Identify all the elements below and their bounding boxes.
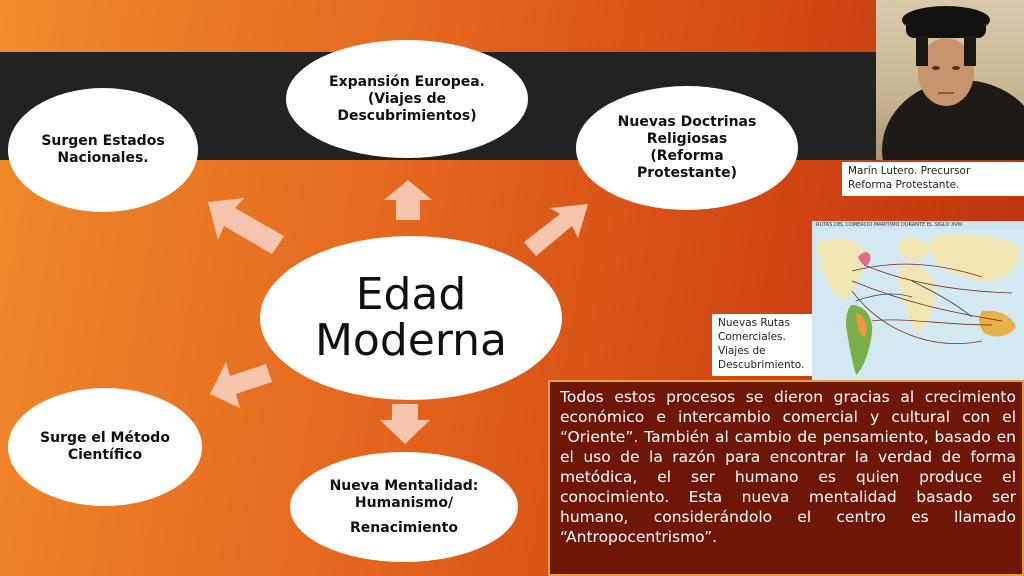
map-title: RUTAS DEL COMERCIO MARÍTIMO DURANTE EL SIGLO XVIII [816,222,963,228]
trade-routes-map [812,221,1024,385]
node-renacimiento-label: Renacimiento [350,519,458,536]
arrow-up [382,180,434,220]
summary-textbox [548,380,1024,576]
node-expansion-europea [286,40,528,158]
node-surgen-estados [8,88,198,212]
node-edad-moderna [260,236,562,400]
map-caption: Nuevas Rutas Comerciales. Viajes de Descubrimiento. [712,314,812,376]
node-nuevas-doctrinas-label: Nuevas Doctrinas Religiosas (Reforma Protestante) [617,114,757,181]
arrow-down [378,404,432,444]
portrait-caption: Marín Lutero. Precursor Reforma Protestante. [842,162,1024,196]
node-nuevas-doctrinas [576,86,798,210]
arrow-down-left [208,358,274,414]
arrow-up-left [204,192,286,258]
center-title: Edad Moderna [314,269,508,366]
summary-text: Todos estos procesos se dieron gracias al crecimiento económico e intercambio comercial y cultural con el “Oriente”. También al cambio de pensamiento, basado en el uso de la razón para encontrar la verdad de forma metódica, el ser humano es quien produce el conocimiento. Esta nueva mentalidad basado ser humano, considerándolo el centro es llamado “Antropocentrismo”. [560,388,1016,546]
node-metodo-cientifico [8,388,202,506]
node-surgen-estados-label: Surgen Estados Nacionales. [41,133,165,166]
node-nueva-mentalidad [290,452,518,562]
portrait-photo [876,0,1024,160]
node-expansion-europea-label: Expansión Europea. (Viajes de Descubrimientos) [329,73,485,124]
node-metodo-cientifico-label: Surge el Método Científico [40,430,170,463]
arrow-up-right [522,198,592,258]
node-nueva-mentalidad-label: Nueva Mentalidad: Humanismo/ [329,477,479,511]
